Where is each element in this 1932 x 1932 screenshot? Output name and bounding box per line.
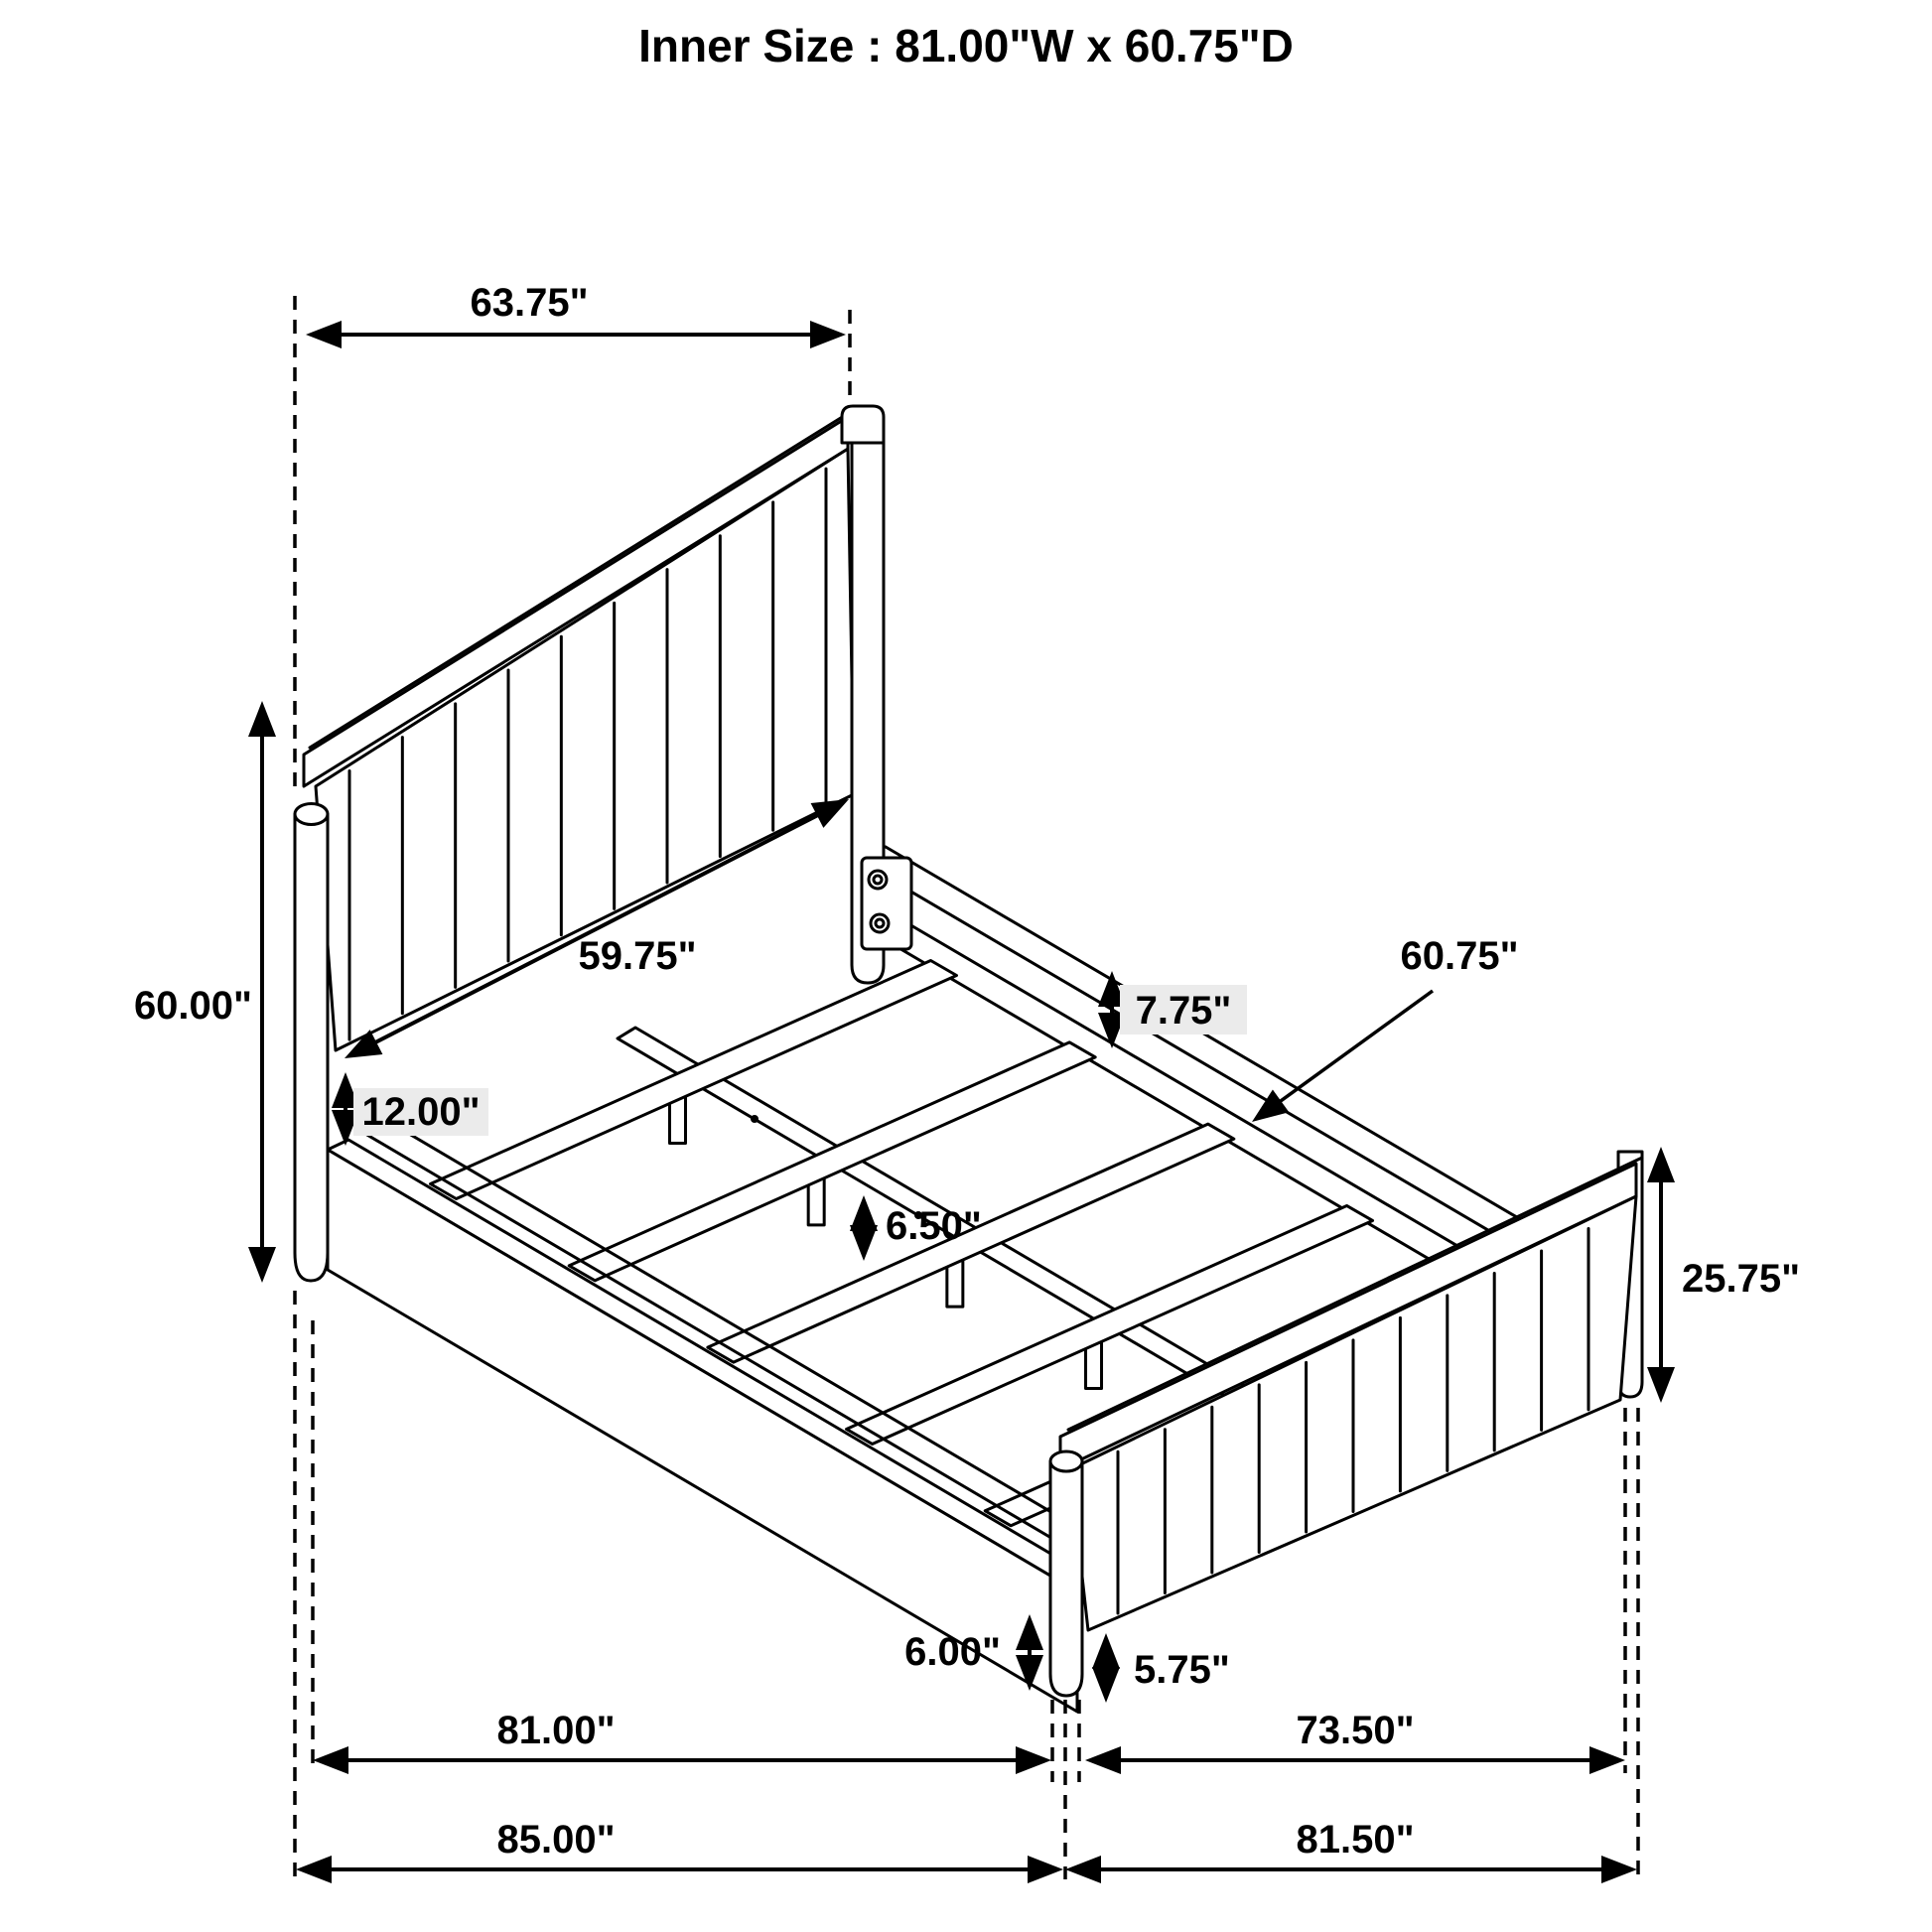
dimension-headboard_height bbox=[134, 701, 276, 1283]
dimension-label-overall_depth: 81.50" bbox=[1296, 1818, 1415, 1862]
dimension-footboard_span bbox=[1085, 1709, 1625, 1774]
dimension-label-clearance_front: 6.00" bbox=[904, 1630, 1001, 1674]
dimension-slat_length bbox=[1252, 934, 1519, 1122]
dimension-label-inner_width: 81.00" bbox=[496, 1709, 616, 1752]
headboard-left-post bbox=[295, 814, 328, 1281]
dimension-label-headboard_clearance: 12.00" bbox=[361, 1090, 481, 1134]
slat bbox=[569, 1042, 1095, 1281]
dimension-label-rail_to_slat: 7.75" bbox=[1135, 989, 1232, 1033]
dimension-label-slat_length: 60.75" bbox=[1400, 934, 1519, 978]
dimension-overall_depth bbox=[1065, 1818, 1637, 1883]
dimension-clearance_foot bbox=[1092, 1633, 1230, 1703]
dimension-headboard_clearance bbox=[332, 1072, 488, 1146]
diagram-title: Inner Size : 81.00"W x 60.75"D bbox=[638, 20, 1294, 71]
bed-drawing bbox=[295, 406, 1642, 1712]
dimension-label-clearance_foot: 5.75" bbox=[1134, 1648, 1230, 1692]
dimension-label-headboard_inner_width: 59.75" bbox=[578, 934, 697, 978]
dimension-overall_width bbox=[296, 1818, 1063, 1883]
dimension-label-headboard_width: 63.75" bbox=[470, 281, 589, 325]
dimension-headboard_width bbox=[306, 281, 846, 348]
dimension-label-footboard_height: 25.75" bbox=[1682, 1257, 1801, 1301]
dimension-annotations bbox=[134, 281, 1800, 1883]
dimension-label-headboard_height: 60.00" bbox=[133, 984, 252, 1028]
dimension-inner_width bbox=[313, 1709, 1051, 1774]
dimension-footboard_height bbox=[1647, 1147, 1800, 1403]
footboard-front-leg bbox=[1050, 1461, 1082, 1696]
rail-bracket-plate bbox=[862, 858, 911, 949]
dimension-label-slat_leg_height: 6.50" bbox=[886, 1204, 982, 1248]
dimension-label-footboard_span: 73.50" bbox=[1296, 1709, 1415, 1752]
slat bbox=[431, 961, 957, 1199]
dimension-label-overall_width: 85.00" bbox=[496, 1818, 616, 1862]
dimension-rail_to_slat bbox=[1098, 971, 1247, 1048]
